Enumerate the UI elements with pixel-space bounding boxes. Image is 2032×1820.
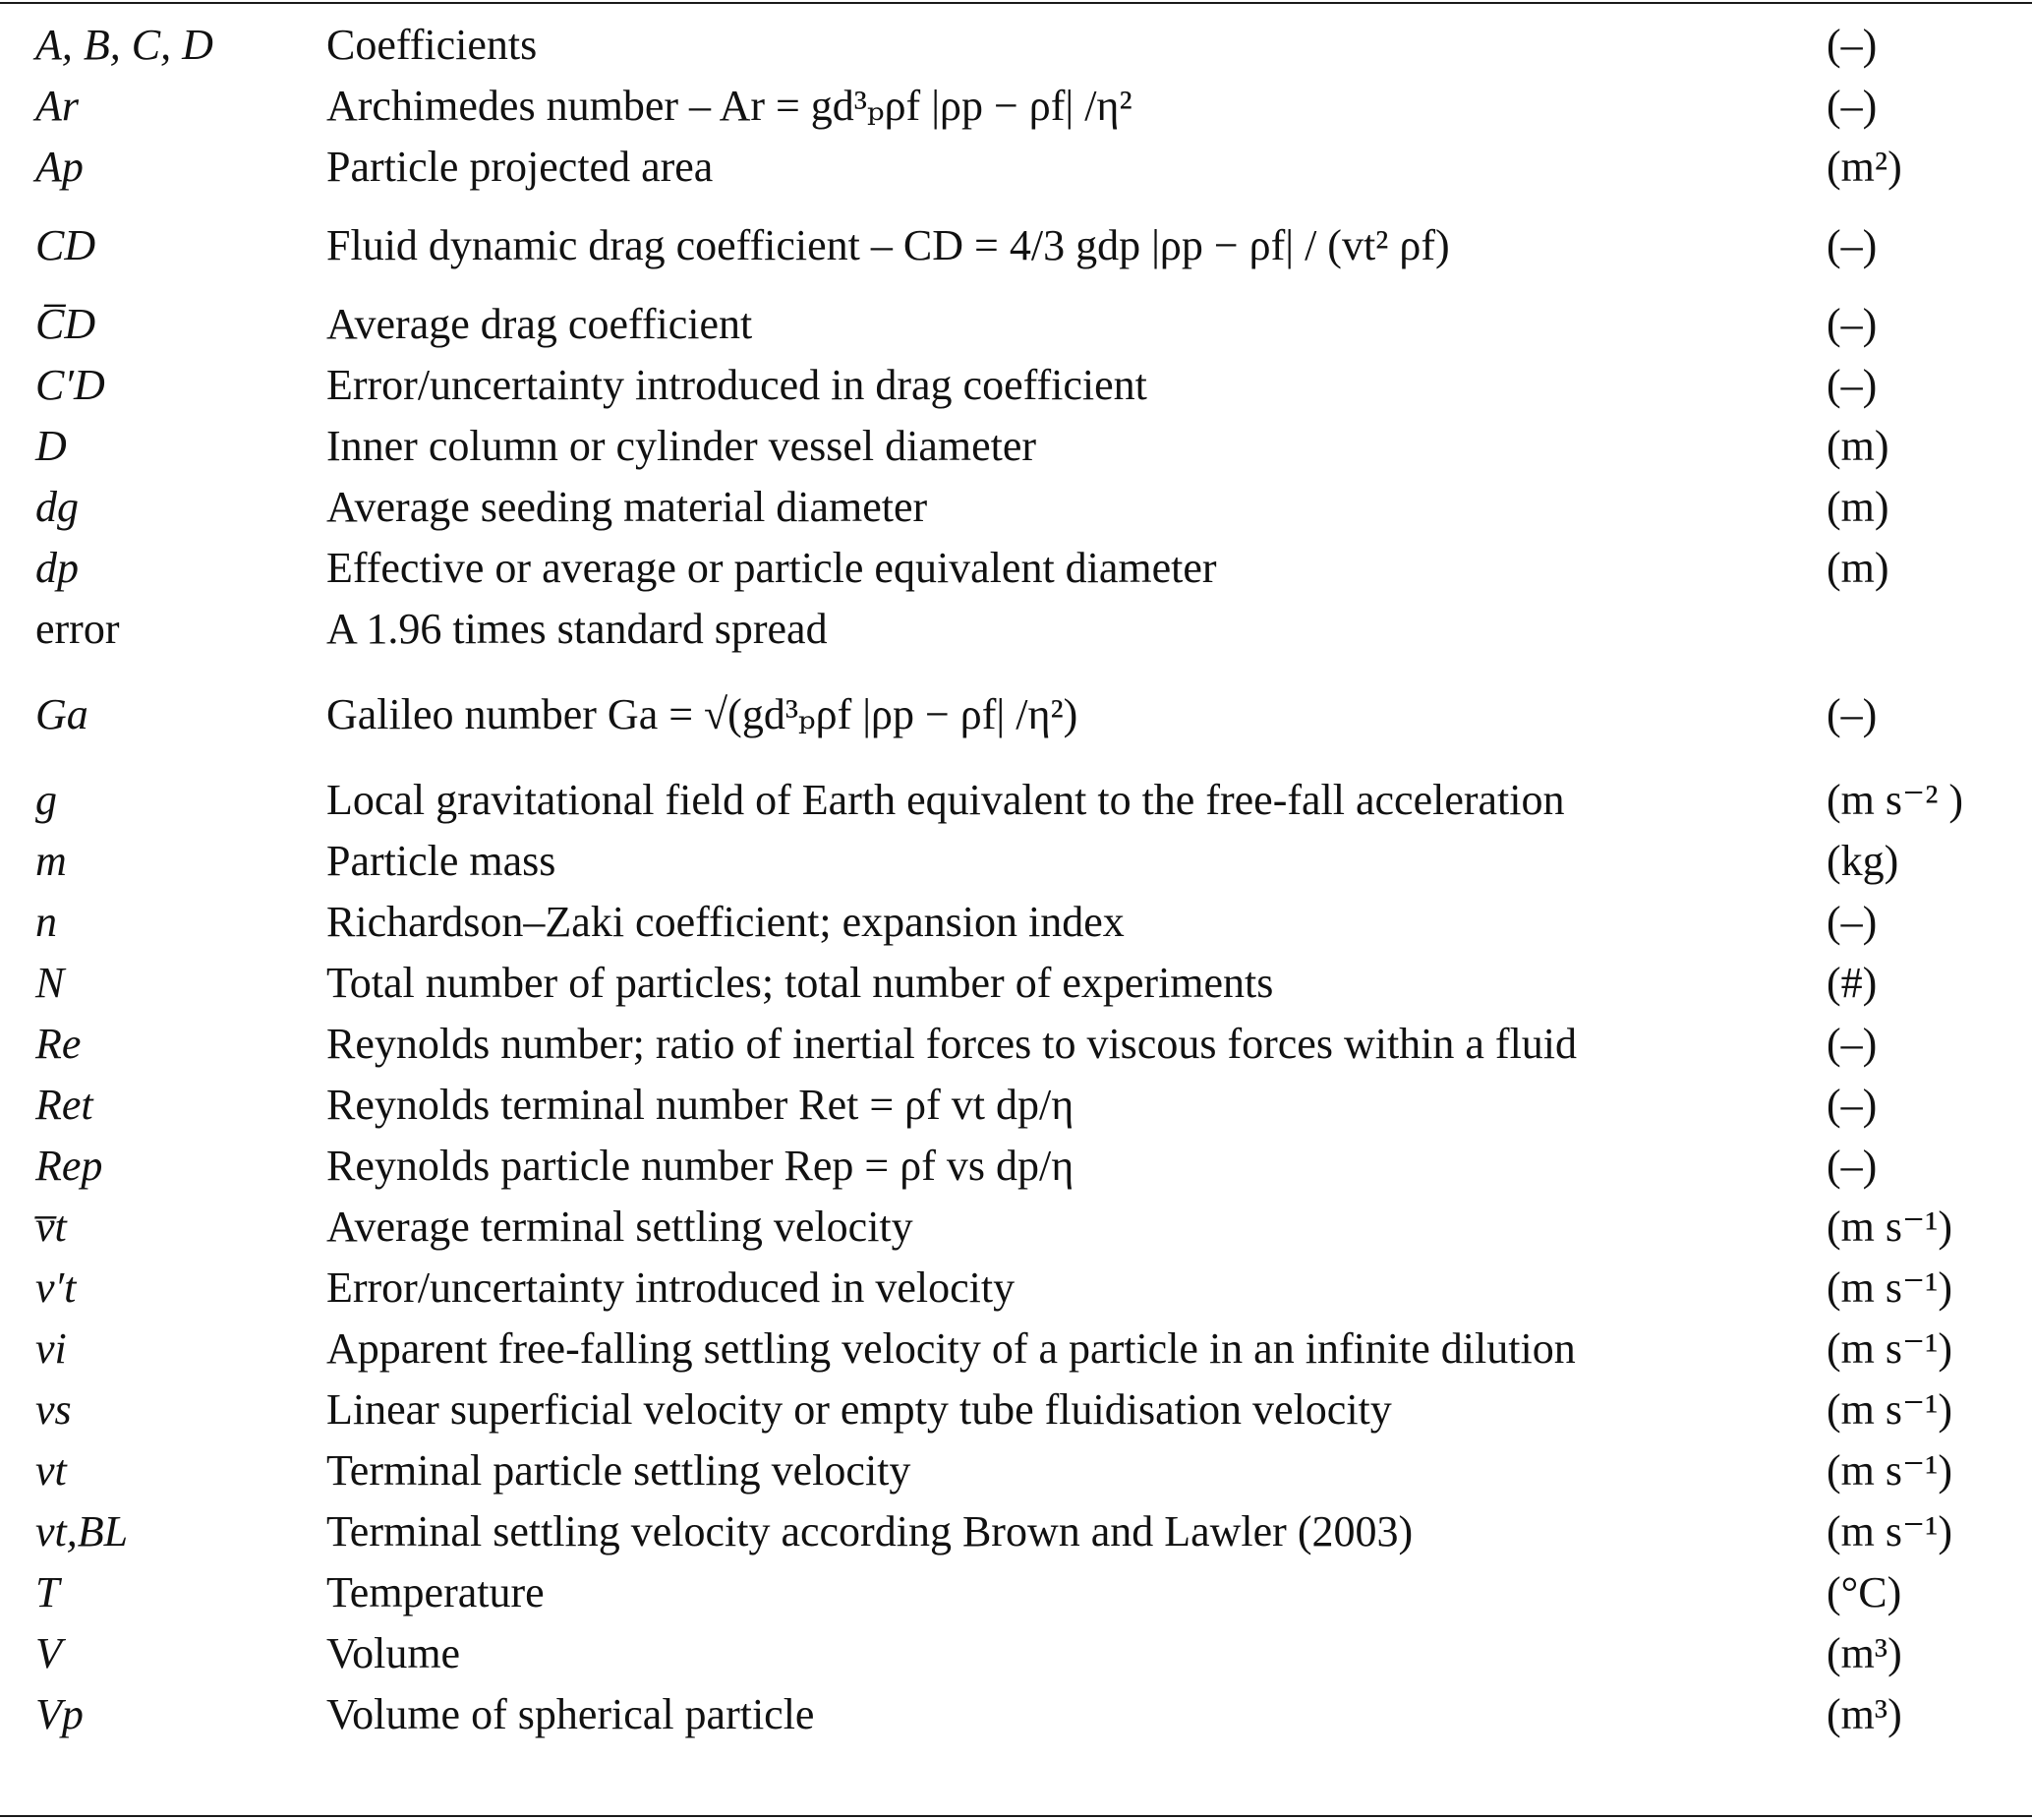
- description-cell: Reynolds number; ratio of inertial forces to viscous forces within a fluid: [326, 1019, 1578, 1068]
- unit-cell: (–): [1827, 1019, 1878, 1068]
- symbol-cell: C̅D: [35, 299, 96, 348]
- symbol-cell: A, B, C, D: [35, 20, 213, 69]
- symbol-cell: Vp: [35, 1689, 84, 1738]
- description-cell: Volume of spherical particle: [326, 1689, 815, 1738]
- description-cell: Total number of particles; total number of experiments: [326, 958, 1274, 1007]
- description-cell: Richardson–Zaki coefficient; expansion index: [326, 897, 1125, 946]
- table-row: [0, 75, 2032, 136]
- symbol-cell: m: [35, 836, 67, 885]
- symbol-cell: vi: [35, 1323, 67, 1373]
- description-cell: Average drag coefficient: [326, 299, 753, 348]
- nomenclature-table: [0, 14, 2032, 1744]
- table-row: [0, 1561, 2032, 1622]
- description-cell: Galileo number Ga = √(gd³ₚρf |ρp − ρf| /η²): [326, 689, 1078, 738]
- table-row: [0, 1500, 2032, 1561]
- unit-cell: (–): [1827, 360, 1878, 409]
- bottom-rule: [0, 1815, 2032, 1817]
- unit-cell: (m s⁻² ): [1827, 775, 1964, 824]
- table-row: [0, 136, 2032, 197]
- unit-cell: (m): [1827, 421, 1889, 470]
- symbol-cell: Ga: [35, 689, 88, 738]
- symbol-cell: D: [35, 421, 67, 470]
- description-cell: Local gravitational field of Earth equivalent to the free-fall acceleration: [326, 775, 1565, 824]
- symbol-cell: v′t: [35, 1262, 77, 1312]
- unit-cell: (#): [1827, 958, 1878, 1007]
- table-row: [0, 14, 2032, 75]
- description-cell: A 1.96 times standard spread: [326, 604, 828, 653]
- table-row: [0, 1196, 2032, 1257]
- unit-cell: (m s⁻¹): [1827, 1262, 1953, 1312]
- unit-cell: (m s⁻¹): [1827, 1384, 1953, 1434]
- unit-cell: (–): [1827, 897, 1878, 946]
- symbol-cell: error: [35, 604, 120, 653]
- symbol-cell: vs: [35, 1384, 72, 1434]
- unit-cell: (m): [1827, 482, 1889, 531]
- unit-cell: (–): [1827, 689, 1878, 738]
- description-cell: Average terminal settling velocity: [326, 1202, 913, 1251]
- symbol-cell: n: [35, 897, 57, 946]
- description-cell: Error/uncertainty introduced in drag coefficient: [326, 360, 1147, 409]
- table-row: [0, 1318, 2032, 1379]
- unit-cell: (–): [1827, 299, 1878, 348]
- table-row: [0, 537, 2032, 598]
- unit-cell: (–): [1827, 220, 1878, 269]
- table-row: [0, 1257, 2032, 1318]
- description-cell: Error/uncertainty introduced in velocity: [326, 1262, 1016, 1312]
- table-row: [0, 1074, 2032, 1135]
- description-cell: Coefficients: [326, 20, 538, 69]
- description-cell: Terminal particle settling velocity: [326, 1445, 911, 1495]
- description-cell: Archimedes number – Ar = gd³ₚρf |ρp − ρf| /η²: [326, 81, 1132, 130]
- unit-cell: (m): [1827, 543, 1889, 592]
- unit-cell: (m³): [1827, 1689, 1902, 1738]
- description-cell: Particle projected area: [326, 142, 714, 191]
- table-row: [0, 476, 2032, 537]
- symbol-cell: Rep: [35, 1141, 103, 1190]
- unit-cell: (–): [1827, 1080, 1878, 1129]
- description-cell: Reynolds particle number Rep = ρf vs dp/η: [326, 1141, 1074, 1190]
- table-row: [0, 769, 2032, 830]
- table-row: [0, 1013, 2032, 1074]
- table-row: [0, 659, 2032, 769]
- description-cell: Linear superficial velocity or empty tube fluidisation velocity: [326, 1384, 1392, 1434]
- symbol-cell: Re: [35, 1019, 82, 1068]
- table-row: [0, 354, 2032, 415]
- top-rule: [0, 2, 2032, 4]
- symbol-cell: Ar: [35, 81, 79, 130]
- symbol-cell: vt: [35, 1445, 67, 1495]
- table-row: [0, 952, 2032, 1013]
- symbol-cell: CD: [35, 220, 96, 269]
- unit-cell: (kg): [1827, 836, 1899, 885]
- description-cell: Volume: [326, 1628, 461, 1677]
- unit-cell: (–): [1827, 1141, 1878, 1190]
- symbol-cell: g: [35, 775, 57, 824]
- description-cell: Inner column or cylinder vessel diameter: [326, 421, 1037, 470]
- description-cell: Average seeding material diameter: [326, 482, 928, 531]
- description-cell: Temperature: [326, 1567, 545, 1616]
- unit-cell: (m s⁻¹): [1827, 1506, 1953, 1556]
- table-row: [0, 1439, 2032, 1500]
- unit-cell: (m s⁻¹): [1827, 1202, 1953, 1251]
- symbol-cell: Ap: [35, 142, 84, 191]
- table-row: [0, 830, 2032, 891]
- symbol-cell: dg: [35, 482, 79, 531]
- table-row: [0, 891, 2032, 952]
- description-cell: Fluid dynamic drag coefficient – CD = 4/3 gdp |ρp − ρf| / (vt² ρf): [326, 220, 1450, 269]
- symbol-cell: dp: [35, 543, 79, 592]
- symbol-cell: C′D: [35, 360, 105, 409]
- unit-cell: (m²): [1827, 142, 1902, 191]
- table-row: [0, 415, 2032, 476]
- symbol-cell: V: [35, 1628, 62, 1677]
- symbol-cell: Ret: [35, 1080, 93, 1129]
- unit-cell: (°C): [1827, 1567, 1902, 1616]
- table-row: [0, 1683, 2032, 1744]
- unit-cell: (m s⁻¹): [1827, 1323, 1953, 1373]
- table-row: [0, 1622, 2032, 1683]
- description-cell: Reynolds terminal number Ret = ρf vt dp/η: [326, 1080, 1074, 1129]
- table-row: [0, 293, 2032, 354]
- unit-cell: [1827, 598, 2032, 659]
- unit-cell: (m s⁻¹): [1827, 1445, 1953, 1495]
- table-row: [0, 197, 2032, 293]
- unit-cell: (m³): [1827, 1628, 1902, 1677]
- description-cell: Effective or average or particle equivalent diameter: [326, 543, 1217, 592]
- description-cell: Particle mass: [326, 836, 556, 885]
- symbol-cell: N: [35, 958, 65, 1007]
- table-row: [0, 1135, 2032, 1196]
- table-row: [0, 598, 2032, 659]
- symbol-cell: T: [35, 1567, 60, 1616]
- description-cell: Terminal settling velocity according Brown and Lawler (2003): [326, 1506, 1414, 1556]
- table-row: [0, 1379, 2032, 1439]
- unit-cell: (–): [1827, 81, 1878, 130]
- description-cell: Apparent free-falling settling velocity of a particle in an infinite dilution: [326, 1323, 1576, 1373]
- symbol-cell: vt,BL: [35, 1506, 129, 1556]
- unit-cell: (–): [1827, 20, 1878, 69]
- symbol-cell: v̅t: [35, 1202, 67, 1251]
